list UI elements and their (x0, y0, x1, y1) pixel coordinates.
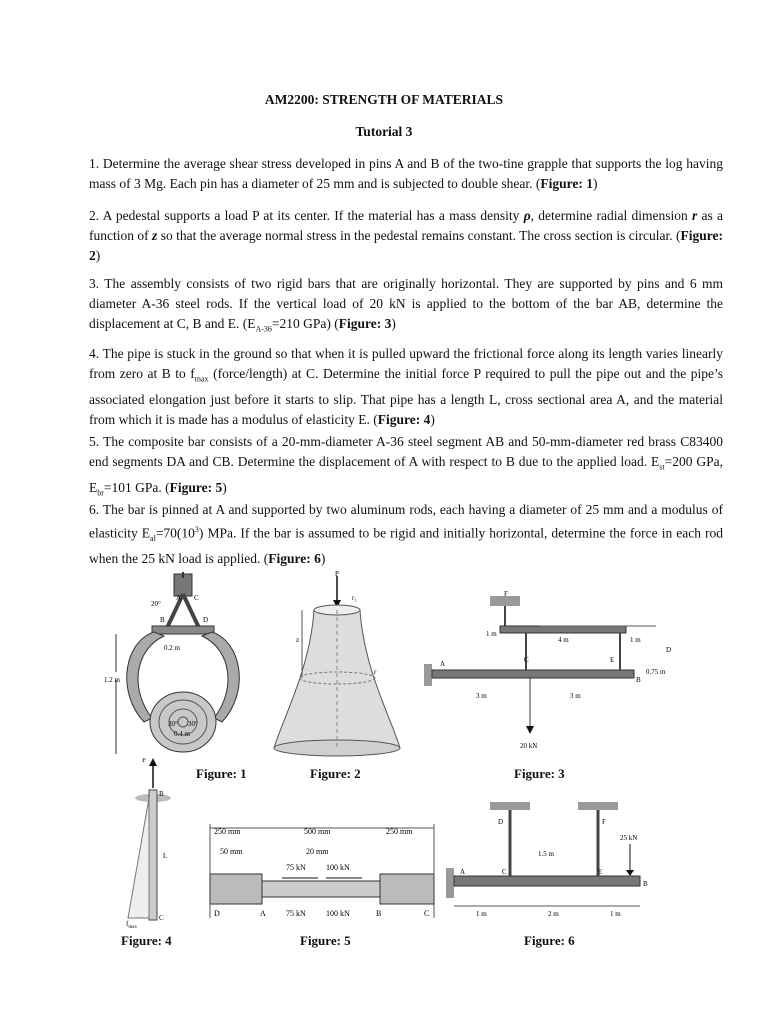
fig3-label-b: B (636, 676, 641, 684)
fig5-force4-label: 100 kN (326, 909, 350, 918)
question-4: 4. The pipe is stuck in the ground so that when it is pulled upward the frictional force along its length varies linearly from zero at B to $f_{max}$ (force/length) at C. Determine the initial force P required to pull the pipe out and the pipe’s associated elongation just before it starts to slip. That pipe has a length L, cross sectional area A, and the material from which it is made has a modulus of elasticity E. (Figure: 4) (89, 346, 723, 427)
fig3-label-f: F (504, 590, 508, 598)
document-subtitle: Tutorial 3 (355, 124, 413, 139)
fig3-label-a: A (440, 660, 446, 668)
fig6-label-a: A (460, 868, 466, 876)
fig4-label-f: $f_{max}$ (126, 920, 137, 928)
fig1-label-d: D (203, 616, 209, 624)
fig5-length3-label: 250 mm (386, 827, 413, 836)
figure-5-composite-bar (202, 818, 442, 918)
fig1-width-label: 0.2 m (164, 644, 180, 652)
fig5-length2-label: 500 mm (304, 827, 331, 836)
fig6-height-label: 1.5 m (538, 850, 554, 858)
fig3-span1-label: 1 m (630, 636, 641, 644)
fig4-label-l: L (163, 852, 168, 860)
figure-6-pinned-bar (440, 794, 670, 924)
figure-4-caption: Figure: 4 (121, 933, 172, 948)
fig3-label-c: C (524, 656, 529, 664)
question-5: 5. The composite bar consists of a 20-mm-diameter A-36 steel segment AB and 50-mm-diameter red brass C83400 end segments DA and CB. Determine the displacement of A with respect to B due to the applied load. $E_{st}=200$ GPa, $E_{br}=101$ GPa. (Figure: 5) (89, 434, 723, 498)
fig4-label-b: B (159, 790, 164, 798)
fig5-force1-label: 75 kN (286, 863, 306, 872)
question-6: 6. The bar is pinned at A and supported by two aluminum rods, each having a diameter of 25 mm and a modulus of elasticity $E_{al}=70(10^3)$ MPa. If the bar is assumed to be rigid and initially horizontal, determine the force in each rod when the 25 kN load is applied. (Figure: 6) (89, 502, 724, 567)
fig1-label-c: C (194, 594, 199, 602)
fig1-angle2-label: 30° (168, 720, 178, 728)
fig1-label-b: B (160, 616, 165, 624)
fig6-label-b: B (643, 880, 648, 888)
question-1: 1. Determine the average shear stress developed in pins A and B of the two-tine grapple that supports the log having mass of 3 Mg. Each pin has a diameter of 25 mm and is subjected to double shear. (Figure: 1) (89, 156, 723, 191)
fig5-label-c: C (424, 909, 430, 918)
fig3-span4-label: 4 m (558, 636, 569, 644)
fig6-label-f: F (602, 818, 606, 826)
fig1-height-label: 1.2 m (104, 676, 120, 684)
fig4-label-p: P (142, 758, 146, 764)
fig4-label-c: C (159, 914, 164, 922)
figure-3-assembly (420, 590, 690, 760)
fig2-label-z: z (296, 636, 300, 644)
fig5-force3-label: 75 kN (286, 909, 306, 918)
figure-2-caption: Figure: 2 (310, 766, 361, 781)
fig3-label-e: E (610, 656, 615, 664)
fig5-label-d: D (214, 909, 220, 918)
fig5-label-b: B (376, 909, 382, 918)
fig5-length1-label: 250 mm (214, 827, 241, 836)
figure-1-caption: Figure: 1 (196, 766, 247, 781)
fig3-label-d: D (666, 646, 672, 654)
fig5-diameter2-label: 20 mm (306, 847, 329, 856)
fig6-span3-label: 1 m (610, 910, 621, 918)
figure-5-caption: Figure: 5 (300, 933, 351, 948)
fig3-span3a-label: 3 m (476, 692, 487, 700)
fig3-span3b-label: 3 m (570, 692, 581, 700)
fig3-height-label: 1 m (486, 630, 497, 638)
question-2: 2. A pedestal supports a load P at its center. If the material has a mass density ρ, determine radial dimension r as a function of z so that the average normal stress in the pedestal remains constant. The cross section is circular. (Figure: 2) (89, 208, 724, 263)
fig1-label-a: A (176, 594, 182, 602)
fig5-force2-label: 100 kN (326, 863, 350, 872)
fig1-angle3-label: 30° (188, 720, 198, 728)
fig6-label-e: E (598, 868, 603, 876)
fig6-span2-label: 2 m (548, 910, 559, 918)
fig6-load-label: 25 kN (620, 834, 638, 842)
figure-2-pedestal (262, 570, 412, 760)
fig6-span1-label: 1 m (476, 910, 487, 918)
fig3-load-label: 20 kN (520, 742, 538, 750)
fig5-diameter1-label: 50 mm (220, 847, 243, 856)
figure-1-grapple (104, 572, 264, 757)
fig1-angle-label: 20° (151, 600, 161, 608)
fig6-label-c: C (502, 868, 507, 876)
question-3: 3. The assembly consists of two rigid bars that are originally horizontal. They are supported by pins and 6 mm diameter A-36 steel rods. If the vertical load of 20 kN is applied to the bottom of the bar AB, determine the displacement at C, B and E. ($E_{A-36}=210$ GPa) (Figure: 3) (89, 276, 723, 334)
fig5-label-a: A (260, 909, 266, 918)
fig2-label-r: r (374, 668, 377, 676)
fig6-label-d: D (498, 818, 504, 826)
figure-4-pipe (110, 758, 180, 928)
figure-6-caption: Figure: 6 (524, 933, 575, 948)
document-title: AM2200: STRENGTH OF MATERIALS (264, 92, 504, 107)
figure-3-caption: Figure: 3 (514, 766, 565, 781)
fig1-width2-label: 0.4 m (174, 730, 190, 738)
fig2-label-r1: r₁ (352, 594, 357, 602)
fig3-offset-label: 0.75 m (646, 668, 666, 676)
fig2-label-p: P (335, 570, 339, 578)
